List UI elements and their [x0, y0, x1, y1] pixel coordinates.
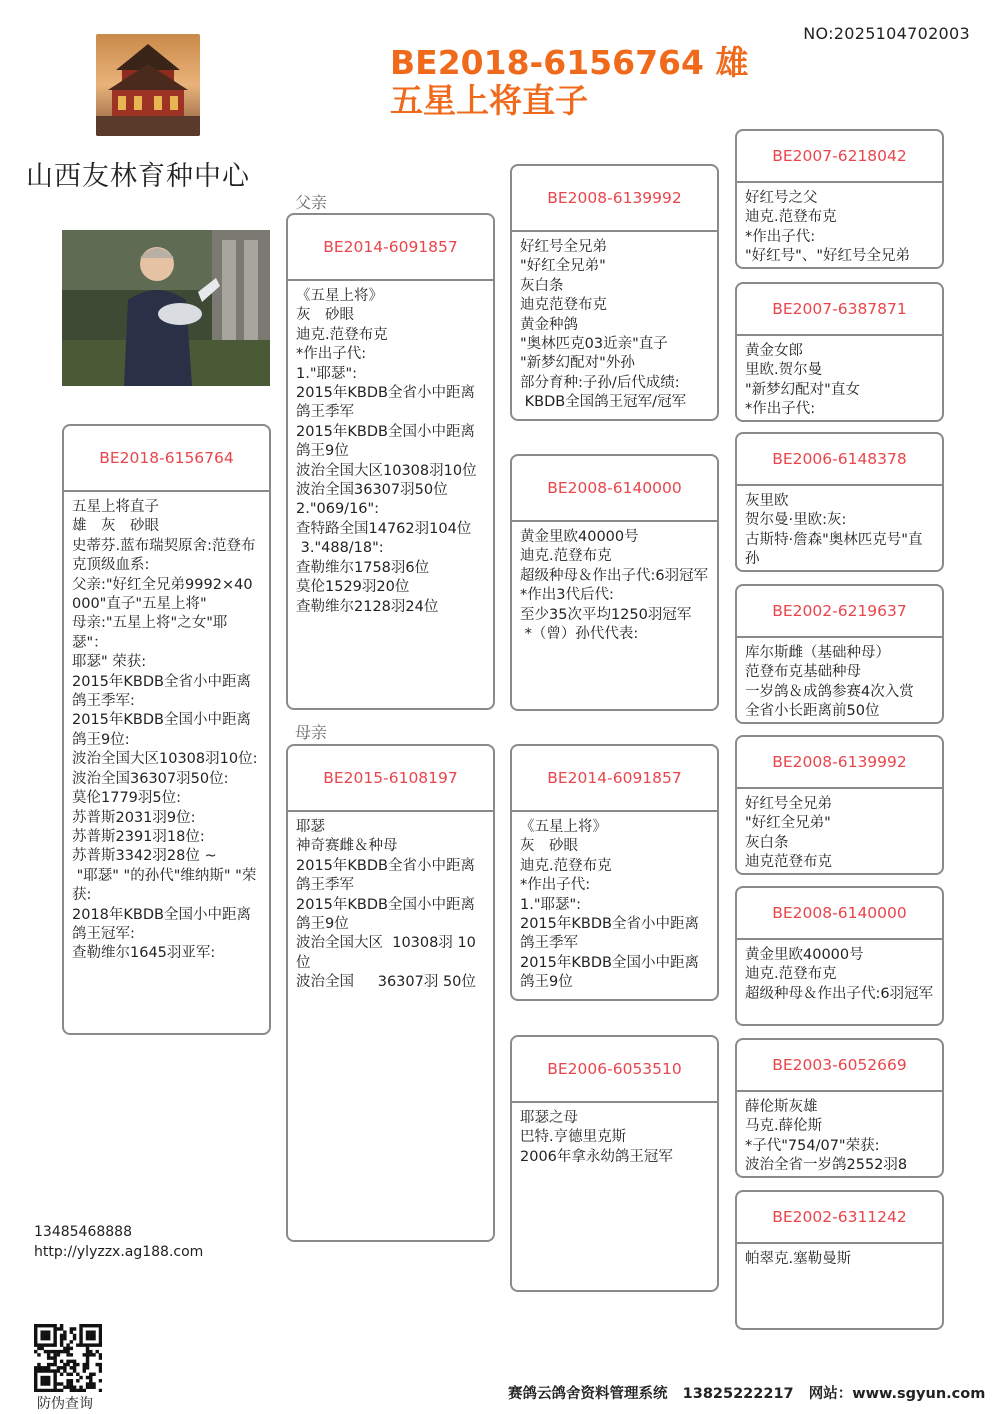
- card-line: 莫伦1529羽20位: [296, 579, 410, 596]
- dam-sire-card: [510, 744, 719, 1001]
- card-ring: BE2015-6108197: [288, 746, 493, 812]
- card-line: KBDB全国鸽王冠军/冠军: [520, 394, 687, 411]
- card-line: 灰里欧: [745, 493, 789, 509]
- card-line: 耶瑟之母: [520, 1110, 578, 1126]
- card-ring: BE2007-6387871: [737, 284, 942, 336]
- mother-section-label: 母亲: [295, 723, 328, 742]
- card-body: [512, 812, 717, 993]
- card-line: 莫伦1779羽5位:: [72, 790, 182, 807]
- contact-url[interactable]: http://ylyzzx.ag188.com: [34, 1244, 204, 1260]
- card-body: [288, 281, 493, 617]
- card-line: 帕翠克.塞勒曼斯: [745, 1251, 852, 1267]
- subject-card: [62, 424, 271, 1035]
- card-line: 库尔斯雌（基础种母）: [745, 645, 890, 661]
- card-body: [737, 183, 942, 267]
- card-line: 3."488/18":: [296, 540, 384, 557]
- card-line: 2006年拿永幼鸽王冠军: [520, 1148, 673, 1165]
- card-line: 苏普斯3342羽28位 ~: [72, 848, 217, 865]
- card-ring: BE2006-6148378: [737, 434, 942, 486]
- card-line: 灰 砂眼: [520, 838, 578, 855]
- card-line: 五星上将直子: [72, 499, 159, 515]
- card-line: 查特路全国14762羽104位: [296, 520, 472, 537]
- dsd-card: [735, 886, 944, 1026]
- card-line: *作出子代:: [296, 346, 367, 363]
- loft-name: 山西友林育种中心: [26, 161, 250, 192]
- card-ring: BE2014-6091857: [512, 746, 717, 812]
- sdd-card: [735, 584, 944, 724]
- card-ring: BE2014-6091857: [288, 215, 493, 281]
- card-line: 2015年KBDB全国小中距离鸽王9位: [296, 423, 475, 460]
- card-line: 部分育种:子孙/后代成绩:: [520, 374, 680, 391]
- card-line: 迪克.范登布克: [745, 209, 837, 226]
- card-ring: BE2008-6140000: [737, 888, 942, 940]
- card-body: [64, 492, 269, 964]
- card-line: 好红号之父: [745, 190, 818, 206]
- card-line: 灰 砂眼: [296, 307, 354, 324]
- card-line: *作出子代:: [520, 877, 591, 894]
- card-line: 迪克范登布克: [520, 297, 607, 314]
- card-body: [737, 336, 942, 420]
- card-line: 一岁鸽＆成鸽参赛4次入赏: [745, 683, 914, 700]
- sire-sire-card: [510, 164, 719, 421]
- card-line: 超级种母＆作出子代:6羽冠军: [520, 567, 709, 584]
- dds-card: [735, 1038, 944, 1178]
- card-body: [737, 638, 942, 722]
- card-line: 迪克.范登布克: [520, 857, 612, 874]
- card-ring: BE2008-6140000: [512, 456, 717, 522]
- ssd-card: [735, 282, 944, 422]
- card-line: 贺尔曼·里欧:灰:: [745, 512, 847, 529]
- breeder-photo: [62, 230, 270, 386]
- contact-phone: 13485468888: [34, 1224, 132, 1240]
- card-line: 神奇赛雌＆种母: [296, 838, 398, 855]
- card-line: 史蒂芬.蓝布瑞契原舍:范登布克顶级血系:: [72, 537, 256, 574]
- ddd-card: [735, 1190, 944, 1330]
- card-body: [288, 812, 493, 993]
- card-line: *子代"754/07"荣获:: [745, 1137, 880, 1154]
- dam-dam-card: [510, 1035, 719, 1292]
- card-line: 母亲:"五星上将"之女"耶瑟"：: [72, 615, 228, 651]
- card-line: "奥林匹克03近亲"直子: [520, 336, 668, 353]
- card-ring: BE2002-6219637: [737, 586, 942, 638]
- sds-card: [735, 432, 944, 572]
- qr-code-icon[interactable]: [34, 1324, 102, 1392]
- card-line: 《五星上将》: [296, 288, 383, 304]
- page-title: [390, 44, 748, 120]
- card-line: 迪克.范登布克: [296, 326, 388, 343]
- father-section-label: 父亲: [295, 193, 328, 212]
- footer-credits: 赛鸽云鸽舍资料管理系统 13825222217 网站：www.sgyun.com: [508, 1386, 986, 1402]
- card-body: [737, 940, 942, 1004]
- card-line: 黄金里欧40000号: [520, 529, 639, 545]
- card-line: 迪克.范登布克: [745, 966, 837, 983]
- card-ring: BE2007-6218042: [737, 131, 942, 183]
- card-line: 2015年KBDB全国小中距离鸽王9位: [296, 896, 475, 933]
- card-line: 全省小长距离前50位: [745, 703, 880, 720]
- dss-card: [735, 735, 944, 875]
- card-ring: BE2006-6053510: [512, 1037, 717, 1103]
- card-ring: BE2018-6156764: [64, 426, 269, 492]
- card-ring: BE2003-6052669: [737, 1040, 942, 1092]
- card-line: 波治全国36307羽50位: [296, 482, 448, 499]
- card-line: 里欧.贺尔曼: [745, 362, 823, 379]
- card-line: 波治全国大区10308羽10位: [296, 462, 477, 479]
- card-line: 好红号全兄弟: [745, 796, 832, 812]
- card-line: 父亲:"好红全兄弟9992×40000"直子"五星上将": [72, 576, 253, 613]
- sire-dam-card: [510, 454, 719, 711]
- card-line: 耶瑟" 荣获:: [72, 654, 147, 671]
- card-body: [737, 1092, 942, 1176]
- card-line: 雄 灰 砂眼: [72, 518, 159, 535]
- card-line: "新梦幻配对"外孙: [520, 355, 635, 372]
- card-line: "好红号"、"好红号全兄弟: [745, 248, 911, 265]
- card-line: 波治全省一岁鸽2552羽8: [745, 1157, 908, 1174]
- card-line: 1."耶瑟":: [296, 365, 358, 382]
- document-number: NO:2025104702003: [803, 24, 970, 43]
- card-ring: BE2008-6139992: [737, 737, 942, 789]
- card-line: 苏普斯2391羽18位:: [72, 828, 205, 845]
- sss-card: [735, 129, 944, 269]
- dam-card: [286, 744, 495, 1242]
- card-body: [512, 522, 717, 644]
- card-line: 灰白条: [745, 834, 789, 851]
- card-line: 薛伦斯灰雄: [745, 1099, 818, 1115]
- card-line: 马克.薛伦斯: [745, 1118, 823, 1135]
- card-line: 《五星上将》: [520, 819, 607, 835]
- card-body: [737, 789, 942, 873]
- card-line: "新梦幻配对"直女: [745, 381, 860, 398]
- card-line: 巴特.亨德里克斯: [520, 1129, 627, 1146]
- card-line: 黄金种鸽: [520, 316, 578, 333]
- card-line: 2."069/16":: [296, 501, 380, 518]
- card-line: 超级种母＆作出子代:6羽冠军: [745, 985, 934, 1002]
- card-line: 黄金女郎: [745, 343, 803, 359]
- loft-logo-image: [96, 34, 200, 136]
- title-name-line: 五星上将直子: [390, 81, 588, 120]
- card-line: 波治全国 36307羽 50位: [296, 974, 476, 991]
- card-line: 1."耶瑟":: [520, 896, 582, 913]
- card-line: 范登布克基础种母: [745, 664, 861, 681]
- card-line: 2015年KBDB全省小中距离鸽王季军: [520, 916, 699, 952]
- card-line: "好红全兄弟": [520, 258, 606, 275]
- card-line: 耶瑟: [296, 819, 325, 835]
- card-line: 波治全国大区 10308羽 10位: [296, 935, 476, 971]
- sire-card: [286, 213, 495, 710]
- card-ring: BE2002-6311242: [737, 1192, 942, 1244]
- card-line: 查勒维尔1645羽亚军:: [72, 945, 216, 962]
- card-line: 查勒维尔2128羽24位: [296, 598, 439, 615]
- card-body: [512, 232, 717, 413]
- card-line: 2018年KBDB全国小中距离鸽王冠军:: [72, 906, 251, 942]
- card-line: 迪克范登布克: [745, 854, 832, 871]
- card-line: 好红号全兄弟: [520, 239, 607, 255]
- card-line: 黄金里欧40000号: [745, 947, 864, 963]
- card-line: 古斯特·詹森"奥林匹克号"直孙: [745, 531, 923, 568]
- card-line: *（曾）孙代代表:: [520, 626, 639, 643]
- card-line: 至少35次平均1250羽冠军: [520, 606, 692, 623]
- card-line: 2015年KBDB全国小中距离鸽王9位:: [72, 712, 251, 748]
- card-body: [737, 1244, 942, 1269]
- title-ring-line: BE2018-6156764 雄: [390, 43, 749, 82]
- qr-label: 防伪查询: [37, 1396, 93, 1412]
- contact-info: [34, 1222, 203, 1262]
- card-ring: BE2008-6139992: [512, 166, 717, 232]
- card-line: 苏普斯2031羽9位:: [72, 809, 196, 826]
- card-body: [737, 486, 942, 570]
- card-line: "好红全兄弟": [745, 815, 831, 832]
- card-line: 波治全国36307羽50位:: [72, 770, 229, 787]
- card-line: 查勒维尔1758羽6位: [296, 559, 430, 576]
- card-line: "耶瑟" "的孙代"维纳斯" "荣 获:: [72, 867, 261, 904]
- card-line: 灰白条: [520, 277, 564, 294]
- card-line: 波治全国大区10308羽10位:: [72, 751, 258, 768]
- card-line: *作出子代:: [745, 228, 816, 245]
- card-line: *作出子代:: [745, 401, 816, 418]
- card-line: 2015年KBDB全省小中距离鸽王季军: [296, 385, 475, 421]
- card-line: 2015年KBDB全国小中距离鸽王9位: [520, 954, 699, 991]
- card-line: 2015年KBDB全省小中距离鸽王季军:: [72, 673, 251, 710]
- card-line: *作出3代后代:: [520, 587, 614, 604]
- card-line: 2015年KBDB全省小中距离鸽王季军: [296, 857, 475, 894]
- card-line: 迪克.范登布克: [520, 548, 612, 565]
- card-body: [512, 1103, 717, 1167]
